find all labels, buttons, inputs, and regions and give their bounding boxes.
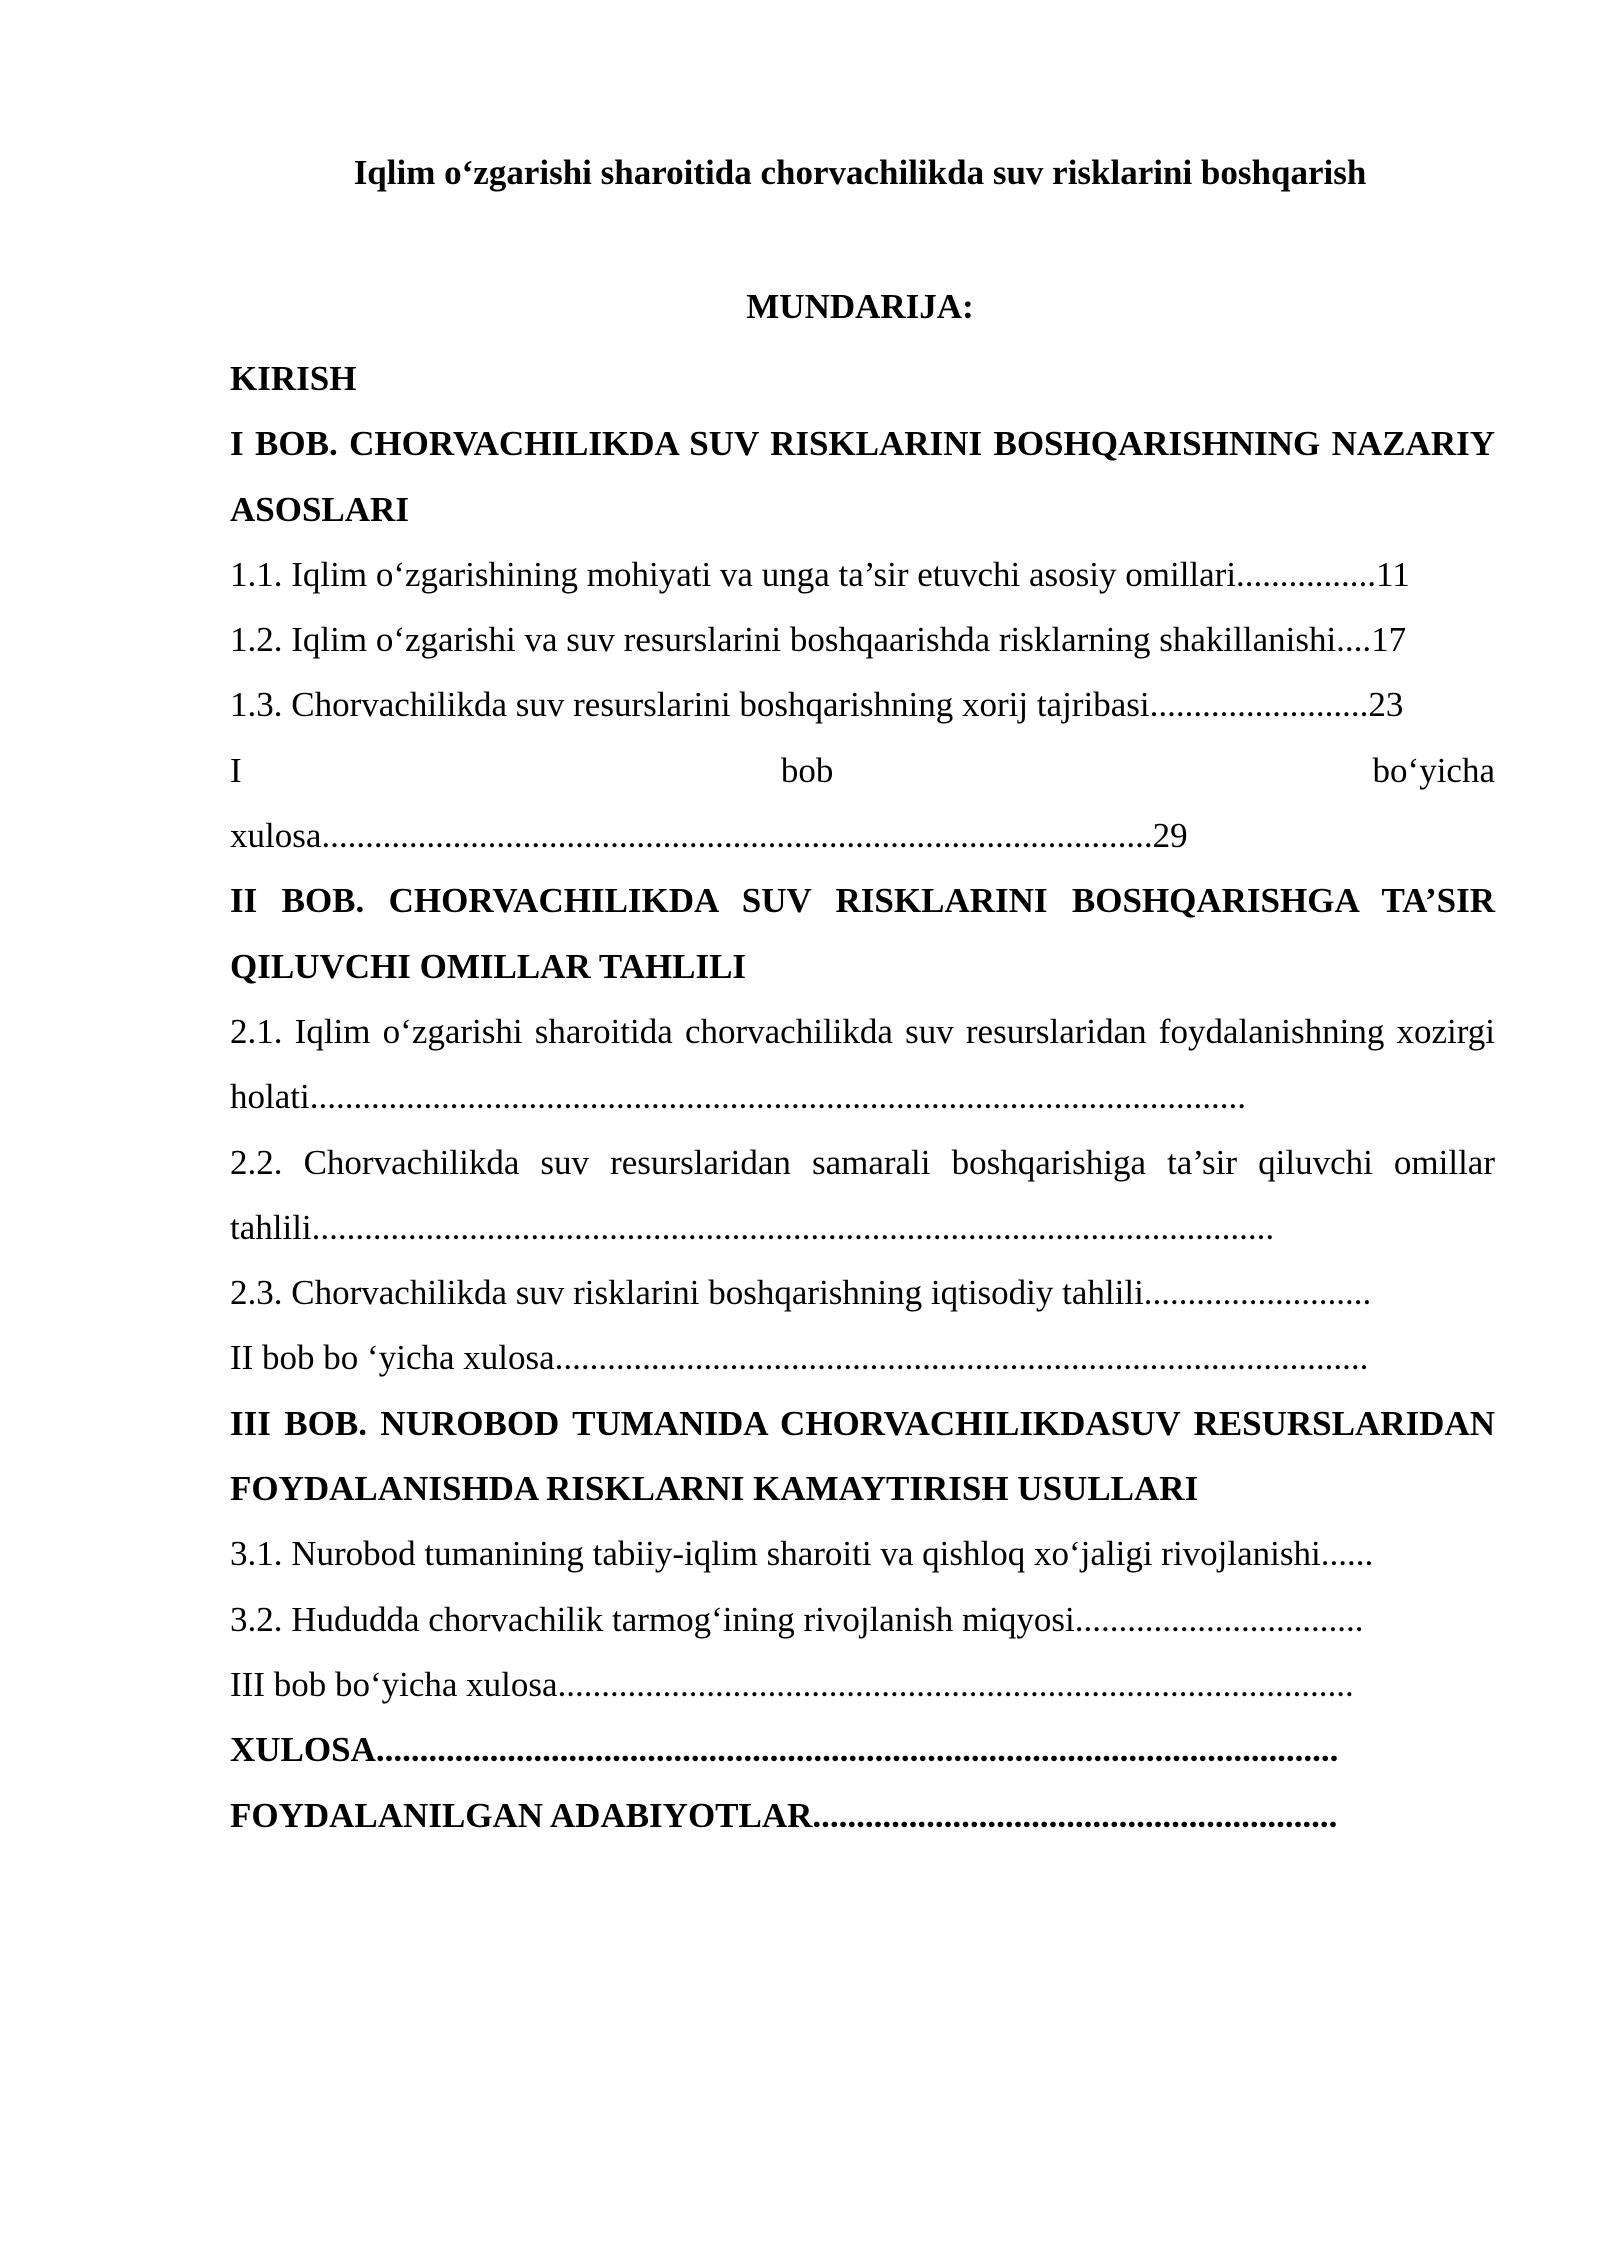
toc-entry-chapter-3-summary[interactable]: III bob bo‘yicha xulosa........................................................................................... <box>230 1664 1354 1704</box>
table-of-contents <box>230 346 1495 1848</box>
toc-entry-chapter-1[interactable]: I BOB. CHORVACHILIKDA SUV RISKLARINI BOSHQARISHNING NAZARIY ASOSLARI <box>230 424 1495 529</box>
toc-entry-chapter-2-summary[interactable]: II bob bo ‘yicha xulosa............................................................................................. <box>230 1338 1369 1378</box>
toc-heading: MUNDARIJA: <box>746 287 974 326</box>
toc-entry-section-2-3[interactable]: 2.3. Chorvachilikda suv risklarini boshqarishning iqtisodiy tahlili.......................... <box>230 1273 1372 1313</box>
toc-entry-section-1-2[interactable]: 1.2. Iqlim o‘zgarishi va suv resurslarini boshqaarishda risklarning shakillanishi....17 <box>230 620 1407 660</box>
toc-entry-intro[interactable]: KIRISH <box>230 359 357 398</box>
toc-entry-section-2-1[interactable]: 2.1. Iqlim o‘zgarishi sharoitida chorvachilikda suv resurslaridan foydalanishning xozirgi holati........................................................................................................... <box>230 1011 1495 1117</box>
toc-entry-chapter-2[interactable]: II BOB. CHORVACHILIKDA SUV RISKLARINI BOSHQARISHGA TA’SIR QILUVCHI OMILLAR TAHLILI <box>230 881 1495 986</box>
toc-entry-chapter-3[interactable]: III BOB. NUROBOD TUMANIDA CHORVACHILIKDASUV RESURSLARIDAN FOYDALANISHDA RISKLARNI KAMAYTIRISH USULLARI <box>230 1403 1495 1509</box>
toc-entry-section-1-3[interactable]: 1.3. Chorvachilikda suv resurslarini boshqarishning xorij tajribasi.........................23 <box>230 685 1404 725</box>
toc-entry-section-3-2[interactable]: 3.2. Hududda chorvachilik tarmog‘ining rivojlanish miqyosi................................. <box>230 1599 1364 1639</box>
toc-entry-section-3-1[interactable]: 3.1. Nurobod tumanining tabiiy-iqlim sharoiti va qishloq xo‘jaligi rivojlanishi...... <box>230 1534 1374 1574</box>
toc-entry-chapter-1-summary[interactable]: I bob bo‘yicha <box>230 750 1495 790</box>
toc-entry-chapter-1-summary-page[interactable]: xulosa...............................................................................................29 <box>230 816 1188 856</box>
toc-entry-conclusion[interactable]: XULOSA.............................................................................................................. <box>230 1730 1339 1770</box>
toc-entry-section-1-1[interactable]: 1.1. Iqlim o‘zgarishining mohiyati va unga ta’sir etuvchi asosiy omillari................11 <box>230 554 1410 594</box>
document-title: Iqlim o‘zgarishi sharoitida chorvachilikda suv risklarini boshqarish <box>353 153 1367 192</box>
toc-entry-section-2-2[interactable]: 2.2. Chorvachilikda suv resurslaridan samarali boshqarishiga ta’sir qiluvchi omillar tahlili.............................................................................................................. <box>230 1142 1495 1247</box>
toc-entry-references[interactable]: FOYDALANILGAN ADABIYOTLAR............................................................ <box>230 1795 1338 1835</box>
